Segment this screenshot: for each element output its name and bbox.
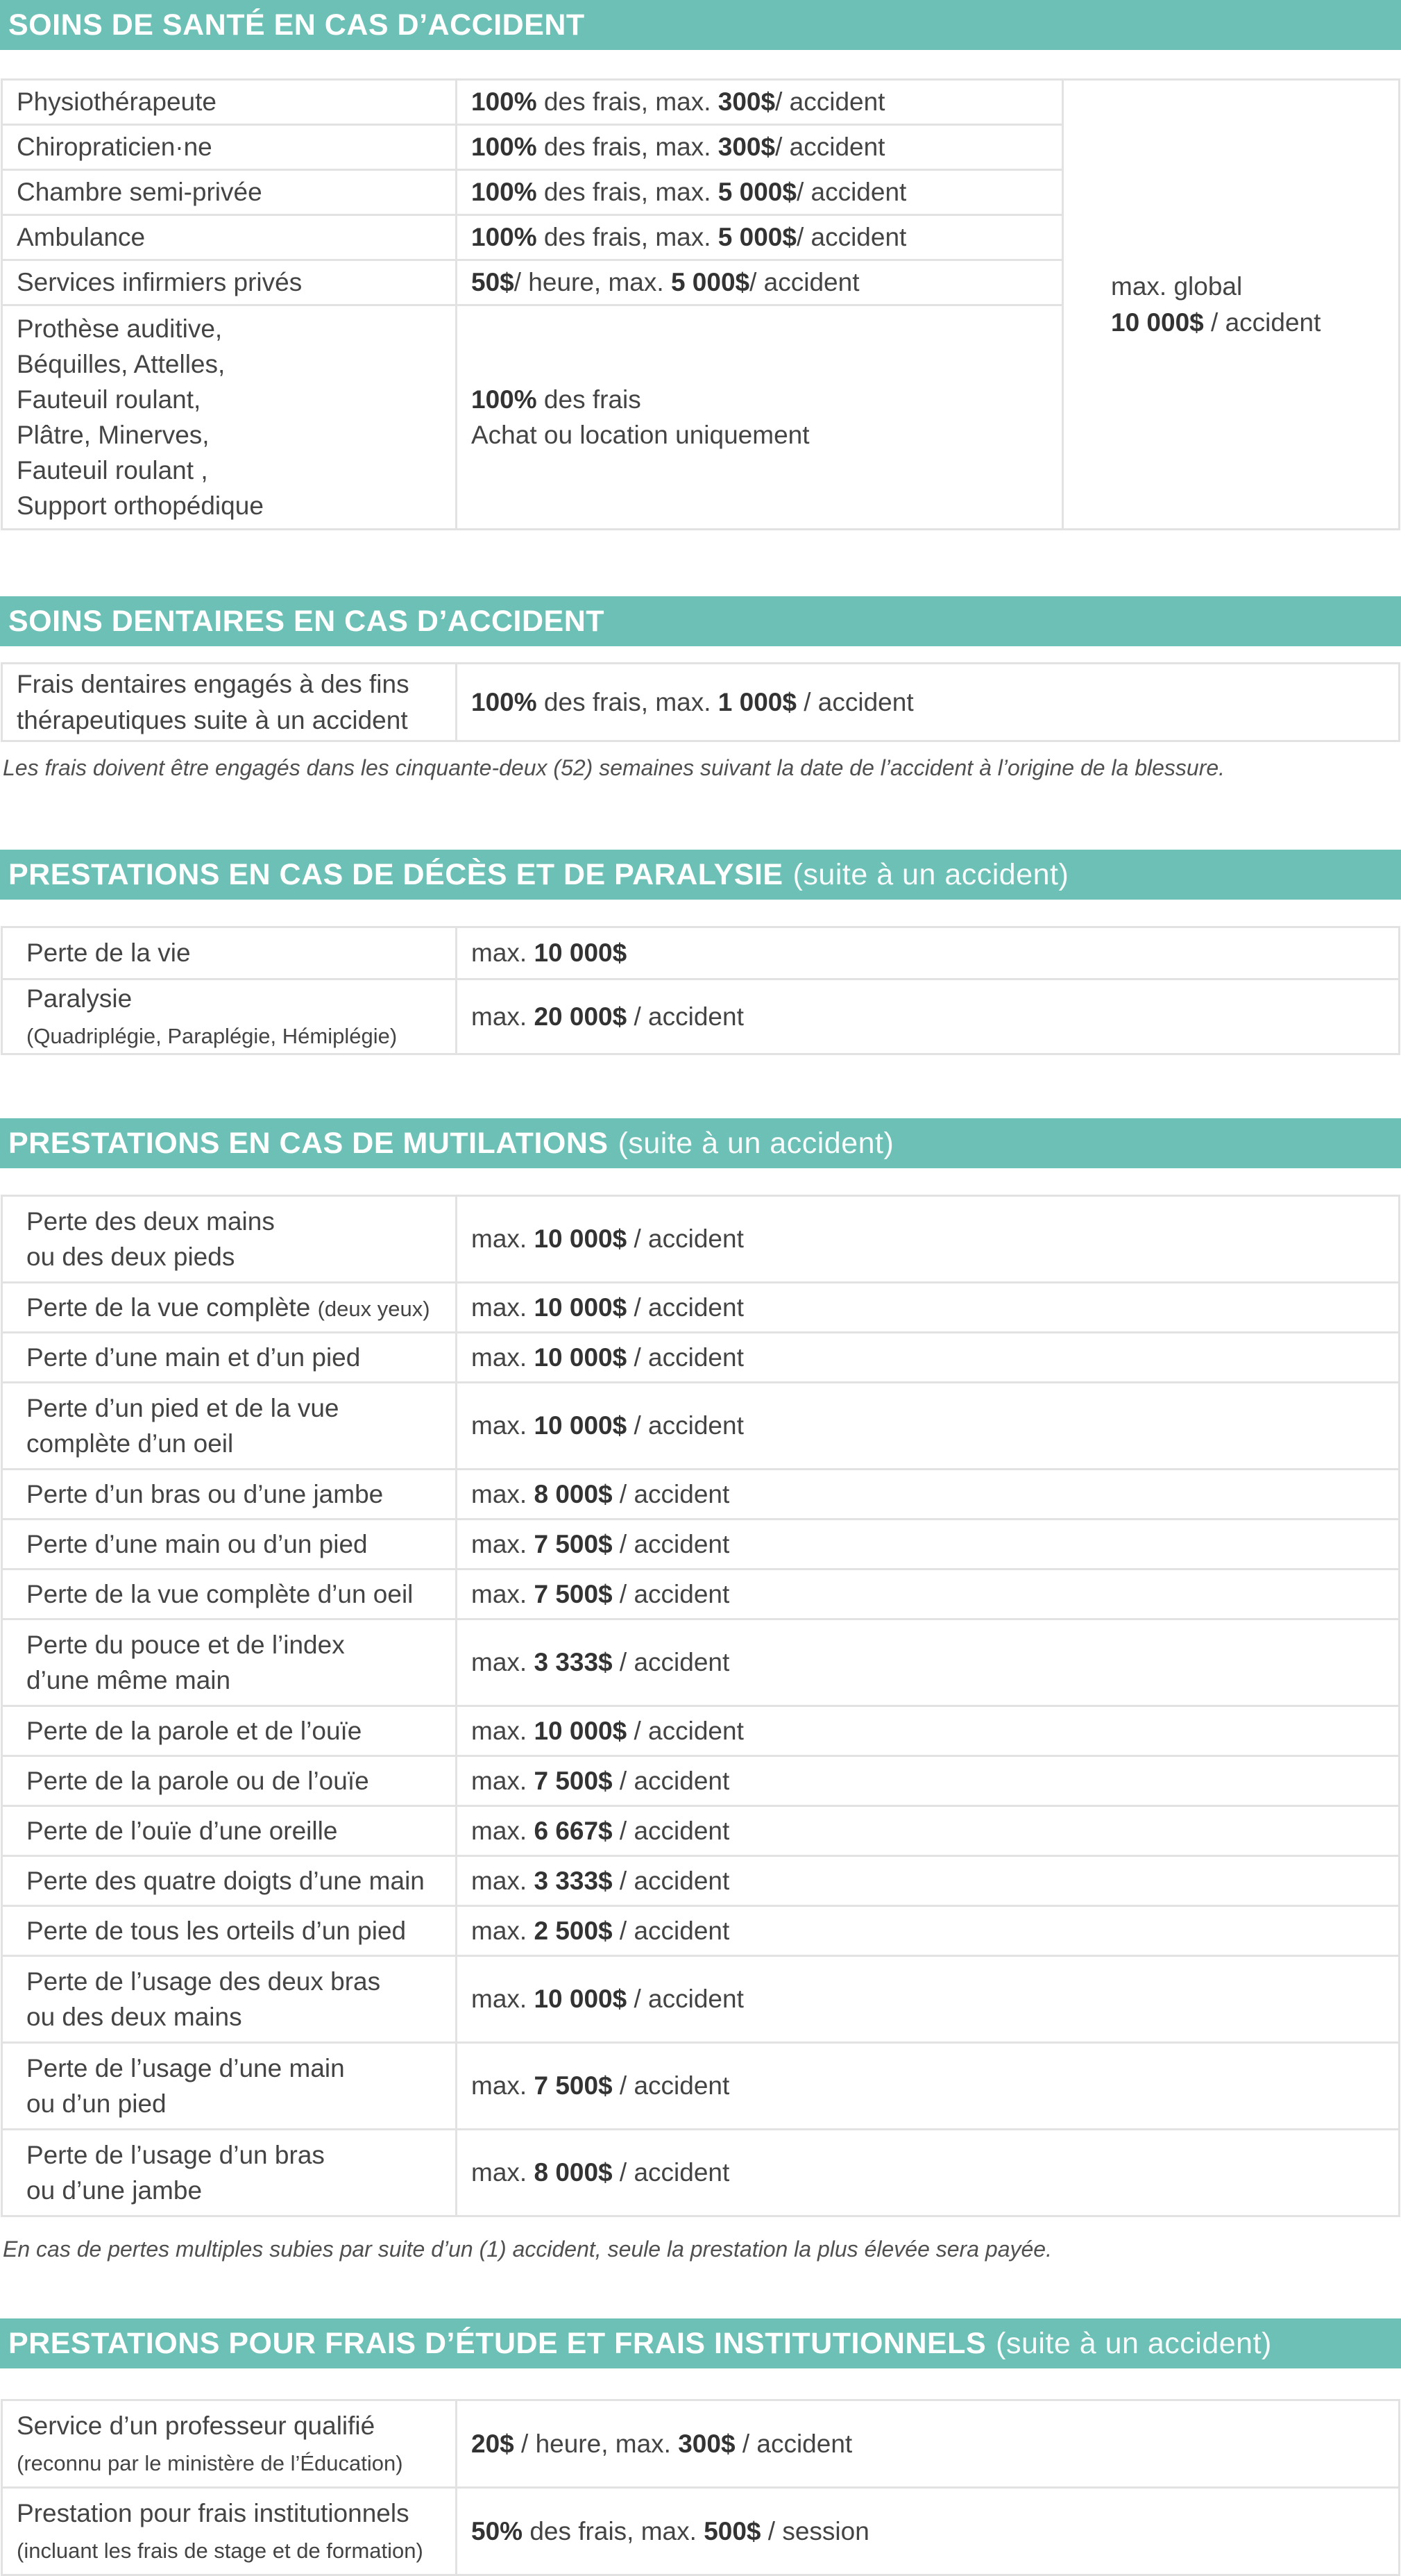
- mutilation-amount: 6 667$: [534, 1816, 613, 1845]
- mutilation-value: [457, 1519, 1400, 1569]
- mutilation-label: [2, 1569, 457, 1619]
- health-label: Services infirmiers privés: [2, 260, 457, 305]
- mutilation-label: [2, 1470, 457, 1519]
- dental-note: Les frais doivent être engagés dans les cinquante-deux (52) semaines suivant la date de l’accident à l’origine de la blessure.: [3, 755, 1225, 780]
- mutilation-label: [2, 2130, 457, 2216]
- study-title: PRESTATIONS POUR FRAIS D’ÉTUDE ET FRAIS INSTITUTIONNELS: [8, 2326, 987, 2360]
- equipment-percent: 100%: [471, 385, 537, 414]
- mutilation-label-line-1: Perte des deux mains: [26, 1206, 275, 1236]
- dental-section: [0, 596, 1401, 742]
- mutilation-label: [2, 1956, 457, 2043]
- mutilation-label-line-2: ou d’une jambe: [26, 2176, 203, 2205]
- table-row: [2, 1856, 1400, 1906]
- death-table: [1, 926, 1400, 1055]
- death-section: [0, 850, 1401, 1055]
- health-label: Chambre semi-privée: [2, 170, 457, 215]
- health-section: [0, 0, 1401, 530]
- mutilation-amount: 3 333$: [534, 1648, 613, 1677]
- dental-mid: des frais, max.: [536, 687, 718, 716]
- equipment-value: [457, 305, 1063, 530]
- mutilation-amount: 8 000$: [534, 2158, 613, 2187]
- table-row: [2, 979, 1400, 1054]
- mutilation-value: [457, 2043, 1400, 2130]
- mutilation-max: max.: [471, 1479, 534, 1508]
- mutilation-label-line-1: Perte d’un pied et de la vue: [26, 1393, 339, 1422]
- health-percent: 100%: [471, 178, 537, 207]
- health-percent: 100%: [471, 223, 537, 252]
- mutilation-value: [457, 1756, 1400, 1806]
- dental-label-line-1: Frais dentaires engagés à des fins: [17, 670, 409, 699]
- mutilation-label-line-2: ou des deux mains: [26, 2003, 242, 2031]
- mutilation-tail: / accident: [612, 1579, 730, 1608]
- mutilation-label: [2, 2043, 457, 2130]
- health-label: Chiropraticien·ne: [2, 125, 457, 170]
- mutilation-tail: / accident: [612, 1529, 730, 1558]
- global-amount: 10 000$: [1111, 308, 1204, 337]
- health-percent: 100%: [471, 133, 537, 162]
- mutilation-label-line-1: Perte du pouce et de l’index: [26, 1630, 345, 1659]
- mutilation-max: max.: [471, 1916, 534, 1945]
- mutilation-label-line-1: Perte de l’ouïe d’une oreille: [26, 1816, 338, 1845]
- death-title: PRESTATIONS EN CAS DE DÉCÈS ET DE PARALYSIE: [8, 857, 783, 891]
- table-row: [2, 1756, 1400, 1806]
- mutilation-label: [2, 1906, 457, 1956]
- table-row: [2, 1470, 1400, 1519]
- table-row: [2, 1283, 1400, 1333]
- mutilation-label-line-1: Perte d’une main et d’un pied: [26, 1342, 361, 1372]
- dental-label-line-2: thérapeutiques suite à un accident: [17, 705, 408, 734]
- table-row: [2, 1806, 1400, 1856]
- institution-amount: 500$: [704, 2516, 761, 2545]
- mutilation-tail: / accident: [612, 1648, 730, 1677]
- mutilation-section: [0, 1118, 1401, 2217]
- mutilation-value: [457, 1619, 1400, 1706]
- table-row: [2, 664, 1400, 741]
- equipment-line: Prothèse auditive,: [17, 314, 223, 343]
- equipment-line: Fauteuil roulant,: [17, 385, 201, 414]
- mutilation-value: [457, 1333, 1400, 1383]
- mutilation-max: max.: [471, 1342, 534, 1372]
- health-value: [457, 80, 1063, 125]
- mutilation-label-line-1: Perte des quatre doigts d’une main: [26, 1866, 425, 1895]
- paralysis-value: [457, 979, 1400, 1054]
- mutilation-label: [2, 1756, 457, 1806]
- mutilation-tail: / accident: [612, 2158, 730, 2187]
- tutor-label-cell: [2, 2400, 457, 2488]
- table-row: [2, 1706, 1400, 1756]
- table-row: [2, 1956, 1400, 2043]
- mutilation-max: max.: [471, 1224, 534, 1254]
- mutilation-value: [457, 1706, 1400, 1756]
- health-tail: / accident: [775, 87, 885, 117]
- mutilation-max: max.: [471, 1716, 534, 1745]
- mutilation-tail: / accident: [612, 1766, 730, 1795]
- mutilation-amount: 7 500$: [534, 1579, 613, 1608]
- table-row: [2, 2043, 1400, 2130]
- health-global-cell: [1063, 80, 1400, 530]
- mutilation-label: [2, 1383, 457, 1470]
- paralysis-amount: 20 000$: [534, 1002, 627, 1031]
- health-percent: 50$: [471, 268, 514, 297]
- equipment-line: Plâtre, Minerves,: [17, 421, 210, 449]
- mutilation-amount: 10 000$: [534, 1411, 627, 1440]
- mutilation-label-line-1: Perte de la parole ou de l’ouïe: [26, 1766, 369, 1795]
- mutilation-label: [2, 1619, 457, 1706]
- health-tail: / accident: [796, 178, 907, 207]
- institution-label: Prestation pour frais institutionnels: [17, 2499, 409, 2528]
- mutilation-value: [457, 1956, 1400, 2043]
- health-mid: des frais, max.: [536, 178, 718, 207]
- mutilation-header: [0, 1118, 1401, 1168]
- table-row: [2, 1196, 1400, 1283]
- mutilation-note: En cas de pertes multiples subies par suite d’un (1) accident, seule la prestation la plus élevée sera payée.: [3, 2237, 1052, 2262]
- mutilation-max: max.: [471, 1529, 534, 1558]
- mutilation-tail: / accident: [627, 1985, 744, 2014]
- mutilation-max: max.: [471, 2158, 534, 2187]
- mutilation-label: [2, 1806, 457, 1856]
- mutilation-max: max.: [471, 1648, 534, 1677]
- mutilation-label-line-2: complète d’un oeil: [26, 1429, 234, 1458]
- study-table: [1, 2399, 1400, 2576]
- paralysis-tail: / accident: [627, 1002, 744, 1031]
- paralysis-label: Paralysie: [26, 984, 133, 1013]
- mutilation-value: [457, 1856, 1400, 1906]
- dental-table: [1, 662, 1400, 742]
- mutilation-amount: 7 500$: [534, 1529, 613, 1558]
- mutilation-max: max.: [471, 2071, 534, 2101]
- table-row: [2, 1569, 1400, 1619]
- tutor-amount: 300$: [678, 2429, 736, 2458]
- equipment-line: Fauteuil roulant ,: [17, 456, 208, 485]
- mutilation-tail: / accident: [612, 1816, 730, 1845]
- dental-amount: 1 000$: [718, 687, 797, 716]
- mutilation-label-line-1: Perte de la vue complète d’un oeil: [26, 1579, 414, 1608]
- institution-percent: 50%: [471, 2516, 523, 2545]
- mutilation-label-line-1: Perte de la parole et de l’ouïe: [26, 1716, 362, 1745]
- mutilation-value: [457, 1383, 1400, 1470]
- mutilation-tail: / accident: [612, 2071, 730, 2101]
- mutilation-max: max.: [471, 1766, 534, 1795]
- health-mid: des frais, max.: [536, 87, 718, 117]
- mutilation-value: [457, 1569, 1400, 1619]
- table-row: [2, 1906, 1400, 1956]
- health-tail: / accident: [749, 268, 860, 297]
- mutilation-tail: / accident: [612, 1479, 730, 1508]
- mutilation-max: max.: [471, 1866, 534, 1895]
- institution-tail: / session: [761, 2516, 869, 2545]
- mutilation-label-line-2: ou d’un pied: [26, 2089, 167, 2118]
- health-label: Physiothérapeute: [2, 80, 457, 125]
- mutilation-label: [2, 1196, 457, 1283]
- health-header: [0, 0, 1401, 50]
- dental-value-cell: [457, 664, 1400, 741]
- health-amount: 5 000$: [718, 223, 797, 252]
- mutilation-tail: / accident: [627, 1716, 744, 1745]
- tutor-rate: 20$: [471, 2429, 514, 2458]
- mutilation-label-note: (deux yeux): [317, 1296, 430, 1321]
- mutilation-label-line-1: Perte de l’usage des deux bras: [26, 1967, 381, 1996]
- death-header: [0, 850, 1401, 900]
- health-amount: 300$: [718, 87, 776, 117]
- mutilation-label: [2, 1706, 457, 1756]
- health-amount: 300$: [718, 133, 776, 162]
- tutor-tail: / accident: [735, 2429, 853, 2458]
- health-percent: 100%: [471, 87, 537, 117]
- mutilation-tail: / accident: [627, 1342, 744, 1372]
- equipment-sub: Achat ou location uniquement: [471, 421, 810, 449]
- death-life-value: [457, 927, 1400, 979]
- mutilation-value: [457, 1283, 1400, 1333]
- table-row: [2, 2488, 1400, 2575]
- mutilation-max: max.: [471, 1985, 534, 2014]
- mutilation-tail: / accident: [627, 1411, 744, 1440]
- mutilation-label-line-2: ou des deux pieds: [26, 1243, 235, 1271]
- mutilation-label-line-2: d’une même main: [26, 1666, 231, 1694]
- dental-title: SOINS DENTAIRES EN CAS D’ACCIDENT: [8, 604, 605, 638]
- mutilation-label-line-1: Perte d’une main ou d’un pied: [26, 1529, 368, 1558]
- tutor-mid: / heure, max.: [513, 2429, 679, 2458]
- health-mid: des frais, max.: [536, 223, 718, 252]
- death-subtitle: (suite à un accident): [792, 857, 1069, 891]
- equipment-line: Support orthopédique: [17, 491, 264, 521]
- mutilation-amount: 10 000$: [534, 1985, 627, 2014]
- health-value: [457, 170, 1063, 215]
- mutilation-value: [457, 1906, 1400, 1956]
- mutilation-label-line-1: Perte de la vue complète: [26, 1293, 318, 1322]
- study-header: [0, 2318, 1401, 2368]
- mutilation-max: max.: [471, 1293, 534, 1322]
- institution-mid: des frais, max.: [523, 2516, 704, 2545]
- mutilation-label: [2, 1856, 457, 1906]
- tutor-value: [457, 2400, 1400, 2488]
- mutilation-value: [457, 1806, 1400, 1856]
- health-value: [457, 125, 1063, 170]
- mutilation-amount: 7 500$: [534, 1766, 613, 1795]
- dental-percent: 100%: [471, 687, 537, 716]
- paralysis-sub: (Quadriplégie, Paraplégie, Hémiplégie): [26, 1023, 398, 1048]
- health-title: SOINS DE SANTÉ EN CAS D’ACCIDENT: [8, 8, 585, 42]
- equipment-text: des frais: [536, 385, 641, 414]
- mutilation-label: [2, 1283, 457, 1333]
- institution-value: [457, 2488, 1400, 2575]
- health-value: [457, 215, 1063, 260]
- mutilation-tail: / accident: [627, 1293, 744, 1322]
- mutilation-subtitle: (suite à un accident): [618, 1126, 894, 1160]
- table-row: [2, 2400, 1400, 2488]
- death-life-label: Perte de la vie: [2, 927, 457, 979]
- death-life-max: max.: [471, 938, 534, 968]
- mutilation-tail: / accident: [612, 1866, 730, 1895]
- mutilation-tail: / accident: [612, 1916, 730, 1945]
- mutilation-max: max.: [471, 1411, 534, 1440]
- table-row: [2, 1519, 1400, 1569]
- mutilation-amount: 10 000$: [534, 1293, 627, 1322]
- mutilation-tail: / accident: [627, 1224, 744, 1254]
- tutor-sub: (reconnu par le ministère de l’Éducation): [17, 2450, 403, 2475]
- mutilation-table: [1, 1195, 1400, 2217]
- dental-tail: / accident: [796, 687, 914, 716]
- paralysis-max: max.: [471, 1002, 534, 1031]
- mutilation-amount: 10 000$: [534, 1716, 627, 1745]
- health-tail: / accident: [796, 223, 907, 252]
- mutilation-amount: 7 500$: [534, 2071, 613, 2101]
- mutilation-amount: 3 333$: [534, 1866, 613, 1895]
- mutilation-amount: 10 000$: [534, 1224, 627, 1254]
- health-mid: / heure, max.: [513, 268, 671, 297]
- death-life-amount: 10 000$: [534, 938, 627, 968]
- paralysis-label-cell: [2, 979, 457, 1054]
- mutilation-title: PRESTATIONS EN CAS DE MUTILATIONS: [8, 1126, 609, 1160]
- dental-label-cell: [2, 664, 457, 741]
- health-label: Ambulance: [2, 215, 457, 260]
- table-row: [2, 1619, 1400, 1706]
- global-label: max. global: [1111, 272, 1243, 301]
- dental-header: [0, 596, 1401, 646]
- health-value: [457, 260, 1063, 305]
- mutilation-amount: 8 000$: [534, 1479, 613, 1508]
- mutilation-value: [457, 2130, 1400, 2216]
- equipment-line: Béquilles, Attelles,: [17, 349, 226, 378]
- health-amount: 5 000$: [670, 268, 750, 297]
- table-row: [2, 2130, 1400, 2216]
- study-subtitle: (suite à un accident): [996, 2326, 1272, 2360]
- mutilation-max: max.: [471, 1816, 534, 1845]
- mutilation-label-line-1: Perte d’un bras ou d’une jambe: [26, 1479, 384, 1508]
- health-mid: des frais, max.: [536, 133, 718, 162]
- mutilation-label: [2, 1333, 457, 1383]
- health-table: [1, 78, 1400, 530]
- mutilation-max: max.: [471, 1579, 534, 1608]
- institution-sub: (incluant les frais de stage et de formation): [17, 2538, 423, 2563]
- study-section: [0, 2318, 1401, 2576]
- table-row: [2, 80, 1400, 125]
- mutilation-label-line-1: Perte de tous les orteils d’un pied: [26, 1916, 407, 1945]
- health-amount: 5 000$: [718, 178, 797, 207]
- mutilation-value: [457, 1196, 1400, 1283]
- mutilation-label-line-1: Perte de l’usage d’une main: [26, 2053, 345, 2082]
- table-row: [2, 1333, 1400, 1383]
- mutilation-amount: 10 000$: [534, 1342, 627, 1372]
- mutilation-amount: 2 500$: [534, 1916, 613, 1945]
- global-tail: / accident: [1203, 308, 1321, 337]
- table-row: [2, 927, 1400, 979]
- health-tail: / accident: [775, 133, 885, 162]
- institution-label-cell: [2, 2488, 457, 2575]
- equipment-label-cell: [2, 305, 457, 530]
- mutilation-label: [2, 1519, 457, 1569]
- mutilation-label-line-1: Perte de l’usage d’un bras: [26, 2140, 325, 2169]
- table-row: [2, 1383, 1400, 1470]
- mutilation-value: [457, 1470, 1400, 1519]
- tutor-label: Service d’un professeur qualifié: [17, 2411, 375, 2441]
